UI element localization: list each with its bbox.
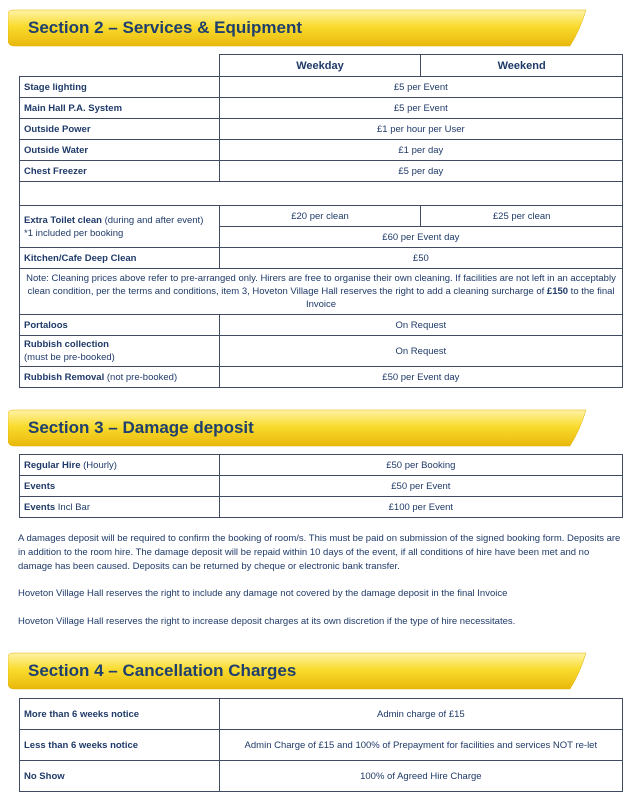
portaloos-label: Portaloos bbox=[20, 315, 220, 336]
table-row bbox=[20, 367, 623, 388]
pa-system-value: £5 per Event bbox=[219, 98, 622, 119]
extra-toilet-label bbox=[20, 206, 220, 248]
table-row bbox=[20, 140, 623, 161]
regular-hire-value: £50 per Booking bbox=[219, 455, 622, 476]
weekend-header: Weekend bbox=[421, 55, 623, 77]
events-bar-label-bold: Events bbox=[24, 501, 56, 513]
less-than-6-weeks-label: Less than 6 weeks notice bbox=[20, 730, 220, 761]
events-label-bold: Events bbox=[24, 480, 56, 492]
rubbish-collection-note: (must be pre-booked) bbox=[24, 352, 115, 363]
table-row bbox=[20, 476, 623, 497]
table-row bbox=[20, 269, 623, 315]
extra-toilet-per-day: £60 per Event day bbox=[219, 227, 622, 248]
services-table bbox=[19, 54, 623, 388]
events-bar-value: £100 per Event bbox=[219, 497, 622, 518]
extra-toilet-label-bold: Extra Toilet clean bbox=[24, 214, 102, 226]
section-3-title: Section 3 – Damage deposit bbox=[28, 418, 254, 437]
events-bar-label bbox=[20, 497, 220, 518]
kitchen-value: £50 bbox=[219, 248, 622, 269]
regular-hire-label bbox=[20, 455, 220, 476]
cancellation-table bbox=[19, 698, 623, 792]
extra-toilet-label-rest: (during and after event) bbox=[101, 214, 204, 226]
kitchen-label: Kitchen/Cafe Deep Clean bbox=[20, 248, 220, 269]
section-2-title: Section 2 – Services & Equipment bbox=[28, 18, 302, 37]
table-row bbox=[20, 119, 623, 140]
stage-lighting-label: Stage lighting bbox=[20, 77, 220, 98]
more-than-6-weeks-value: Admin charge of £15 bbox=[219, 699, 622, 730]
outside-power-value: £1 per hour per User bbox=[219, 119, 622, 140]
extra-toilet-note: *1 included per booking bbox=[24, 227, 124, 239]
events-bar-label-rest: Incl Bar bbox=[55, 501, 91, 513]
section-4-title: Section 4 – Cancellation Charges bbox=[28, 661, 297, 680]
table-row bbox=[20, 161, 623, 182]
chest-freezer-label: Chest Freezer bbox=[20, 161, 220, 182]
weekday-header: Weekday bbox=[219, 55, 421, 77]
chest-freezer-value: £5 per day bbox=[219, 161, 622, 182]
table-row bbox=[20, 497, 623, 518]
less-than-6-weeks-value: Admin Charge of £15 and 100% of Prepayment for facilities and services NOT re-let bbox=[219, 730, 622, 761]
table-row bbox=[20, 98, 623, 119]
outside-water-value: £1 per day bbox=[219, 140, 622, 161]
table-row bbox=[20, 455, 623, 476]
rubbish-collection-value: On Request bbox=[219, 336, 622, 367]
table-row bbox=[20, 248, 623, 269]
pa-system-label: Main Hall P.A. System bbox=[20, 98, 220, 119]
extra-toilet-weekday: £20 per clean bbox=[219, 206, 421, 227]
increase-paragraph: Hoveton Village Hall reserves the right to increase deposit charges at its own discretion if the type of hire necessitates. bbox=[18, 616, 516, 627]
cleaning-note-text: Note: Cleaning prices above refer to pre-arranged only. Hirers are free to organise their own cleaning. If facilities are not left in an acceptably clean condition, per the terms and conditions, item 3, Hoveton Village Hall reserves the right to add a cleaning surcharge of bbox=[26, 273, 616, 297]
rubbish-removal-label-bold: Rubbish Removal bbox=[24, 371, 105, 383]
section-2-banner bbox=[8, 8, 588, 48]
events-label bbox=[20, 476, 220, 497]
rubbish-collection-label bbox=[20, 336, 220, 367]
table-row bbox=[20, 206, 623, 227]
regular-hire-label-bold: Regular Hire bbox=[24, 459, 81, 471]
table-row bbox=[20, 315, 623, 336]
deposit-table bbox=[19, 454, 623, 518]
empty-row bbox=[20, 182, 623, 206]
rubbish-removal-label bbox=[20, 367, 220, 388]
section-4-banner bbox=[8, 651, 588, 691]
rubbish-collection-label-bold: Rubbish collection bbox=[24, 339, 109, 350]
table-row bbox=[20, 730, 623, 761]
cleaning-note-tail: to the final Invoice bbox=[305, 286, 615, 310]
no-show-value: 100% of Agreed Hire Charge bbox=[219, 761, 622, 792]
cleaning-note bbox=[20, 269, 623, 315]
table-row bbox=[20, 77, 623, 98]
damage-paragraph: Hoveton Village Hall reserves the right to include any damage not covered by the damage deposit in the final Invoice bbox=[18, 588, 508, 599]
cleaning-note-amount: £150 bbox=[546, 286, 569, 297]
section-3-banner bbox=[8, 408, 588, 448]
table-row bbox=[20, 182, 623, 206]
rubbish-removal-label-rest: (not pre-booked) bbox=[104, 371, 178, 383]
table-row bbox=[20, 761, 623, 792]
outside-water-label: Outside Water bbox=[20, 140, 220, 161]
rubbish-removal-value: £50 per Event day bbox=[219, 367, 622, 388]
regular-hire-label-rest: (Hourly) bbox=[80, 459, 117, 471]
header-spacer bbox=[20, 55, 220, 77]
outside-power-label: Outside Power bbox=[20, 119, 220, 140]
table-row bbox=[20, 336, 623, 367]
table-row bbox=[20, 699, 623, 730]
deposit-paragraph: A damages deposit will be required to confirm the booking of room/s. This must be paid on submission of the signed booking form. Deposits are in addition to the room hire. The damage deposit will be repaid within 10 days of the event, if all conditions of hire have been met and no damage has been caused. Deposits can be returned by cheque or electronic bank transfer. bbox=[18, 533, 621, 572]
portaloos-value: On Request bbox=[219, 315, 622, 336]
events-value: £50 per Event bbox=[219, 476, 622, 497]
stage-lighting-value: £5 per Event bbox=[219, 77, 622, 98]
extra-toilet-weekend: £25 per clean bbox=[421, 206, 623, 227]
more-than-6-weeks-label: More than 6 weeks notice bbox=[20, 699, 220, 730]
no-show-label: No Show bbox=[20, 761, 220, 792]
